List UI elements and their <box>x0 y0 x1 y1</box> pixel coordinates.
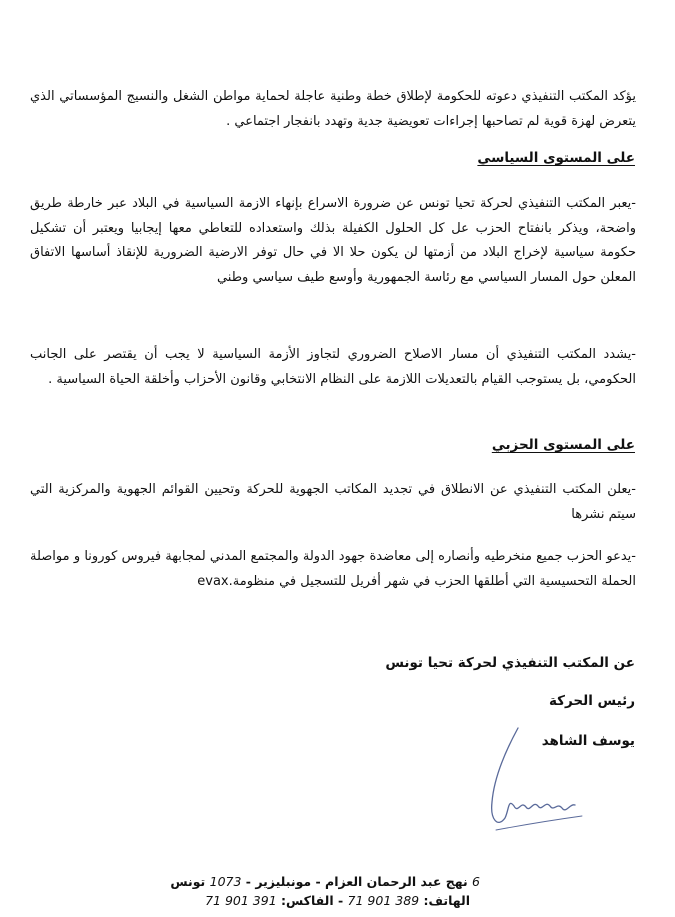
political-paragraph-2: -يشدد المكتب التنفيذي أن مسار الاصلاح الضروري لتجاوز الأزمة السياسية لا يجب أن يقتصر على الجانب الحكومي، بل يستوجب القيام بالتعديلات اللازمة على النظام الانتخابي وقانون الأحزاب وأخلقة الحياة السياسية . <box>30 347 636 387</box>
party-paragraph-2: -يدعو الحزب جميع منخرطيه وأنصاره إلى معاضدة جهود الدولة والمجتمع المدني لمجابهة فيروس كورونا و مواصلة الحملة التحسيسية التي أطلقها الحزب في شهر أفريل للتسجيل في منظومة.evax <box>30 549 636 589</box>
handwritten-signature-image <box>478 720 588 840</box>
footer-fax: 71 901 391 <box>205 893 277 908</box>
footer-address-street: نهج عبد الرحمان العزام - مونبليزير - <box>245 874 468 889</box>
footer-address-number: 6 <box>472 874 480 889</box>
signature-name: يوسف الشاهد <box>541 733 635 749</box>
political-paragraph-1: -يعبر المكتب التنفيذي لحركة تحيا تونس عن ضرورة الاسراع بإنهاء الازمة السياسية في البلاد عبر خارطة طريق واضحة، ويذكر بانفتاح الحزب عل كل الحلول الكفيلة بذلك واستعداده للتعاطي معها إيجابيا ويعتبر أن تشكيل حكومة سياسية لإخراج البلاد من أزمتها لن يكون حلا الا في حال توفر الارضية الضرورية للإنقاذ أساسها الاتفاق المعلن حول المسار السياسي مع رئاسة الجمهورية وأوسع طيف سياسي وطني <box>30 196 636 285</box>
footer-fax-label: الفاكس: <box>281 893 334 908</box>
footer-phone-label: الهاتف: <box>423 893 470 908</box>
footer-phone: 71 901 389 <box>347 893 420 908</box>
signature-role: رئيس الحركة <box>549 693 635 709</box>
signature-on-behalf: عن المكتب التنفيذي لحركة تحيا تونس <box>385 655 635 671</box>
intro-paragraph: يؤكد المكتب التنفيذي دعوته للحكومة لإطلاق خطة وطنية عاجلة لحماية مواطن الشغل والنسيج المؤسساتي الذي يتعرض لهزة قوية لم تصاحبها إجراءات تعويضية جدية وتهدد بانفجار اجتماعي . <box>30 89 636 129</box>
footer-separator: - <box>337 893 344 908</box>
footer-city: تونس <box>170 874 206 889</box>
party-paragraph-1: -يعلن المكتب التنفيذي عن الانطلاق في تجديد المكاتب الجهوية للحركة وتحيين القوائم الجهوية والمركزية التي سيتم نشرها <box>30 482 636 522</box>
political-level-heading: على المستوى السياسي <box>477 150 635 166</box>
footer-address <box>170 874 480 889</box>
party-level-heading: على المستوى الحزبي <box>491 437 635 453</box>
footer-postal-code: 1073 <box>209 874 242 889</box>
footer-contact <box>205 893 470 908</box>
